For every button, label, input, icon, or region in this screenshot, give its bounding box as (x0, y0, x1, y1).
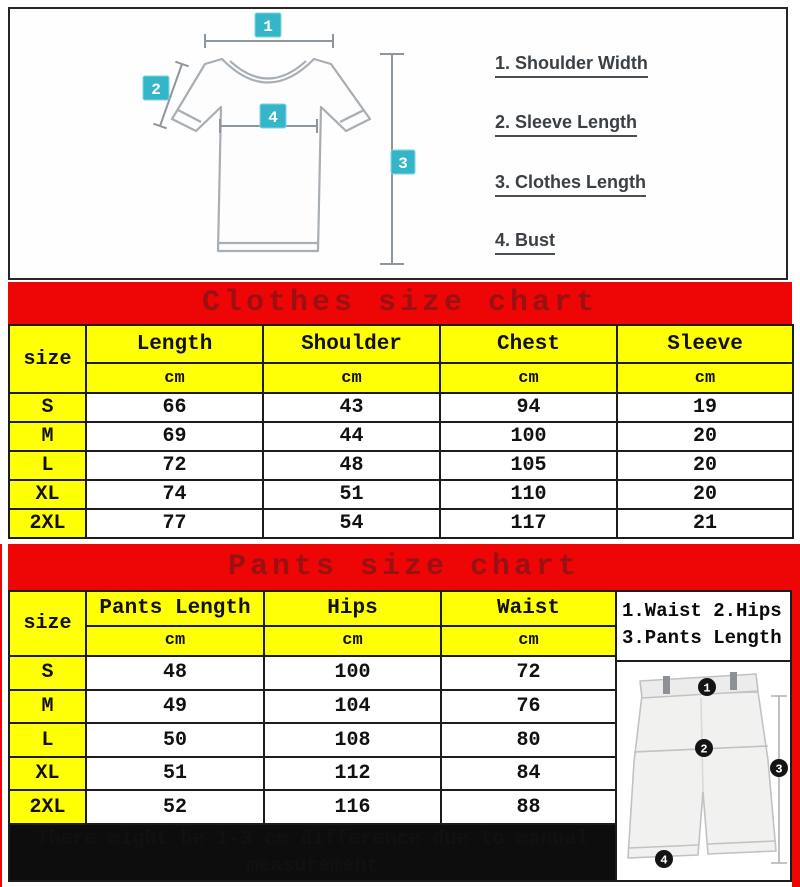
label-clothes-length: 3. Clothes Length (495, 172, 646, 197)
value-cell: 19 (617, 393, 793, 422)
value-cell: 104 (264, 690, 441, 724)
label-shoulder-width: 1. Shoulder Width (495, 53, 648, 78)
value-cell: 108 (264, 723, 441, 757)
unit-cell: cm (617, 363, 793, 393)
size-cell: 2XL (9, 509, 86, 538)
value-cell: 84 (441, 757, 616, 791)
measurement-note: There might be 1-3 cm difference due to manual measurement (9, 824, 616, 881)
value-cell: 43 (263, 393, 440, 422)
hem-badge (655, 850, 673, 868)
hips-badge (695, 739, 713, 757)
sleeve-length-badge (143, 76, 169, 100)
svg-text:3: 3 (775, 762, 783, 777)
value-cell: 76 (441, 690, 616, 724)
svg-text:2: 2 (700, 742, 708, 757)
value-cell: 44 (263, 422, 440, 451)
value-cell: 20 (617, 422, 793, 451)
pants-length-badge (770, 759, 788, 777)
svg-text:1: 1 (263, 18, 273, 36)
value-cell: 110 (440, 480, 617, 509)
value-cell: 105 (440, 451, 617, 480)
clothes-col-sleeve: Sleeve (617, 325, 793, 363)
label-bust: 4. Bust (495, 230, 555, 255)
measurement-diagram-box (8, 7, 788, 280)
value-cell: 66 (86, 393, 263, 422)
table-row (9, 393, 793, 422)
pants-measure-legend (617, 592, 790, 662)
label-sleeve-length: 2. Sleeve Length (495, 112, 637, 137)
value-cell: 100 (264, 656, 441, 690)
size-cell: L (9, 723, 86, 757)
value-cell: 116 (264, 790, 441, 824)
shorts-diagram (618, 662, 789, 880)
value-cell: 117 (440, 509, 617, 538)
unit-cell: cm (440, 363, 617, 393)
pants-col-length: Pants Length (86, 591, 264, 626)
pants-col-hips: Hips (264, 591, 441, 626)
pants-chart-title: Pants size chart (8, 544, 800, 590)
shorts-outline-icon (628, 672, 776, 858)
pants-legend-cell (616, 591, 791, 881)
svg-text:1: 1 (703, 681, 711, 696)
legend-line-1: 1.Waist 2.Hips (622, 600, 782, 622)
value-cell: 112 (264, 757, 441, 791)
size-cell: 2XL (9, 790, 86, 824)
value-cell: 88 (441, 790, 616, 824)
bust-badge (260, 104, 286, 128)
value-cell: 48 (86, 656, 264, 690)
size-cell: L (9, 451, 86, 480)
clothes-size-header: size (9, 325, 86, 393)
size-cell: M (9, 422, 86, 451)
clothes-chart-title: Clothes size chart (8, 282, 792, 324)
table-row (9, 451, 793, 480)
table-row (9, 480, 793, 509)
value-cell: 21 (617, 509, 793, 538)
size-cell: XL (9, 757, 86, 791)
clothes-length-badge (391, 150, 415, 174)
tshirt-outline-icon (172, 59, 370, 251)
value-cell: 72 (86, 451, 263, 480)
pants-size-header: size (9, 591, 86, 656)
value-cell: 69 (86, 422, 263, 451)
size-cell: S (9, 393, 86, 422)
value-cell: 80 (441, 723, 616, 757)
value-cell: 100 (440, 422, 617, 451)
size-cell: S (9, 656, 86, 690)
red-edge-strip-right (792, 544, 800, 887)
value-cell: 49 (86, 690, 264, 724)
value-cell: 20 (617, 451, 793, 480)
svg-text:2: 2 (151, 81, 161, 99)
size-cell: M (9, 690, 86, 724)
value-cell: 51 (263, 480, 440, 509)
waist-badge (698, 678, 716, 696)
unit-cell: cm (264, 626, 441, 657)
value-cell: 51 (86, 757, 264, 791)
svg-text:3: 3 (398, 155, 408, 173)
shorts-diagram-wrap (617, 662, 790, 880)
value-cell: 48 (263, 451, 440, 480)
table-row (9, 509, 793, 538)
unit-cell: cm (86, 626, 264, 657)
value-cell: 72 (441, 656, 616, 690)
measure-label-list (495, 9, 775, 278)
value-cell: 54 (263, 509, 440, 538)
pants-col-waist: Waist (441, 591, 616, 626)
legend-line-2: 3.Pants Length (622, 627, 782, 649)
value-cell: 20 (617, 480, 793, 509)
table-row (9, 422, 793, 451)
unit-cell: cm (86, 363, 263, 393)
pants-size-table (8, 590, 792, 882)
red-edge-strip-left (0, 544, 2, 887)
shoulder-width-badge (255, 13, 281, 37)
size-cell: XL (9, 480, 86, 509)
unit-cell: cm (441, 626, 616, 657)
clothes-col-shoulder: Shoulder (263, 325, 440, 363)
value-cell: 74 (86, 480, 263, 509)
value-cell: 77 (86, 509, 263, 538)
clothes-col-length: Length (86, 325, 263, 363)
clothes-size-table (8, 324, 794, 539)
svg-text:4: 4 (660, 853, 668, 868)
value-cell: 94 (440, 393, 617, 422)
value-cell: 52 (86, 790, 264, 824)
svg-text:4: 4 (268, 109, 278, 127)
value-cell: 50 (86, 723, 264, 757)
clothes-col-chest: Chest (440, 325, 617, 363)
unit-cell: cm (263, 363, 440, 393)
